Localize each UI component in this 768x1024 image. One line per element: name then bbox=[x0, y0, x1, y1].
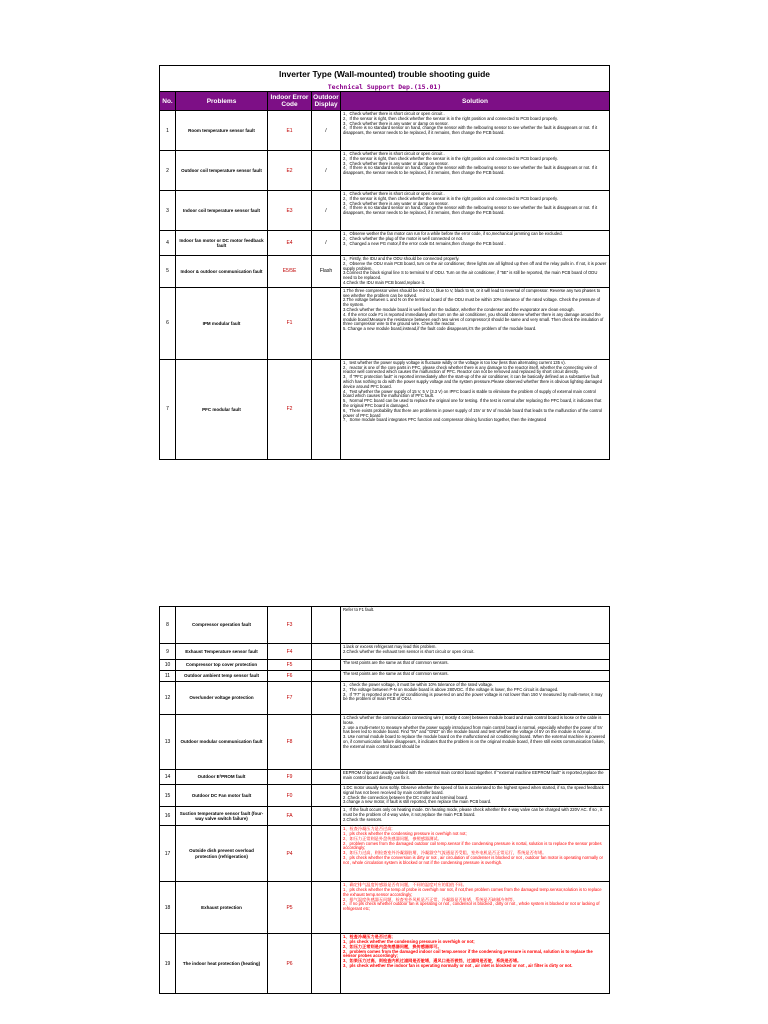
problem-name: Suction temperature sensor fault (four-way valve switch failure) bbox=[176, 807, 268, 826]
outdoor-display-value bbox=[312, 682, 341, 715]
solution-line: 1.The three compressor wires should be red to U, blue to V, black to W, or it will lead to reversal of compressor. Reverse any two phases to see whether the problem can be solved. bbox=[343, 287, 601, 298]
solution-line: 2、Observe the ODU main PCB board, turn on the air conditioner, three lights are all lighted up then off and the relay pulls in. If not, it is power supply problem. bbox=[343, 260, 607, 271]
outdoor-display-value bbox=[312, 359, 341, 459]
row-number: 17 bbox=[160, 826, 176, 882]
solution-cell bbox=[341, 671, 610, 682]
table-row bbox=[160, 770, 610, 785]
solution-line: 2、The voltage between P-N on module board is above 280VDC. If the voltage is lower, the PFC circuit is damaged. bbox=[343, 686, 559, 692]
solution-line: 7、Some module board integrates PFC function and compressor driving function together, then the integrated bbox=[343, 417, 547, 423]
problem-name: Outdoor ambient temp sensor fault bbox=[176, 671, 268, 682]
document-title: Inverter Type (Wall-mounted) trouble shooting guide bbox=[160, 66, 610, 83]
error-code: P4 bbox=[268, 826, 312, 882]
solution-line: 1、Check whether there is short circuit or open circuit . bbox=[343, 111, 445, 116]
solution-line: 1、If the fault occurs only on heating mode. On heating mode, please check whether the 4-way valve can be charged with 220V AC. If so , it must be the problem of 4-way valve, it not,replace the main PCB board. bbox=[343, 807, 603, 817]
solution-line: 3、Check whether there is any water or damp on sensor. bbox=[343, 120, 449, 126]
solution-line: 1、pls check whether the condensing pressure is overhigh not not; bbox=[343, 830, 467, 836]
table-row bbox=[160, 882, 610, 934]
solution-cell bbox=[341, 807, 610, 826]
table-row bbox=[160, 644, 610, 660]
solution-line: 2、排气温度传感器无问题，检查室外风机是否正常，冷凝器是否脏堵，系统是否缺制冷剂等。 bbox=[343, 896, 518, 902]
solution-cell bbox=[341, 882, 610, 934]
error-code: P6 bbox=[268, 934, 312, 994]
outdoor-display-value: / bbox=[312, 191, 341, 231]
solution-line: 3、Check whether there is any water or damp on sensor. bbox=[343, 160, 449, 166]
solution-line: 2.Check the sensors. bbox=[343, 816, 383, 822]
outdoor-display-value bbox=[312, 671, 341, 682]
error-code: E5/5E bbox=[268, 256, 312, 288]
error-code: F1 bbox=[268, 287, 312, 359]
solution-line: 4. If the error code F1 is reported immediately after turn on the air conditioner, you should observe whether there is any damage around the module board;Measure the resistance between each two wires of compressor;it should be same and very small. Then check the insulation of three compressor wire to the ground wire. Check the reactor. bbox=[343, 311, 604, 327]
error-code: F2 bbox=[268, 359, 312, 459]
solution-cell bbox=[341, 231, 610, 256]
problem-name: Outdoor E²PROM fault bbox=[176, 770, 268, 785]
solution-cell bbox=[341, 785, 610, 807]
solution-cell bbox=[341, 359, 610, 459]
solution-cell bbox=[341, 607, 610, 644]
table-row bbox=[160, 682, 610, 715]
solution-line: 2、reactor is one of the core parts in PFC, please check whether there is any damage to the reactor itself, whether the connecting wire of reactor well connected which causes the malfunction of PFC. Reactor can not be removed and replaced by short circuit directly. bbox=[343, 364, 597, 375]
header-solution: Solution bbox=[341, 92, 610, 111]
solution-line: 1、Check whether there is short circuit or open circuit . bbox=[343, 191, 445, 196]
row-number: 10 bbox=[160, 660, 176, 671]
solution-line: 3、Changed a new PG motor,if the error code E4 remains,then change the PCB board . bbox=[343, 240, 506, 246]
solution-line: 2、if no pls check whether outdoor fan is operating or not , condensor is blocked , dirty or not , whole system is blocked or not or lacking of refrigerant etc; bbox=[343, 901, 600, 912]
error-code: F9 bbox=[268, 770, 312, 785]
row-number: 9 bbox=[160, 644, 176, 660]
solution-line: 2.The voltage between L and N on the terminal board of the ODU must be within 10% tolerance of the rated voltage. Check the pressure of the system. bbox=[343, 297, 601, 308]
solution-line: 3、pls check whether the conversion is dirty or not , air circulation of condenser is blocked or not , outdoor fan motor is operating normally or not , whole circulation system is blocked or not if the condensing pressure is overhigh. bbox=[343, 854, 603, 865]
row-number: 8 bbox=[160, 607, 176, 644]
problem-name: Indoor fan motor or DC motor feedback fault bbox=[176, 231, 268, 256]
problem-name: Room temperature sensor fault bbox=[176, 111, 268, 151]
solution-line: 3、pls check whether the indoor fan is operating normally or not , air inlet is blocked or not , air filter is dirty or not. bbox=[343, 962, 573, 968]
table-row bbox=[160, 934, 610, 994]
problem-name: Exhaust Temperature sensor fault bbox=[176, 644, 268, 660]
outdoor-display-value: Flash bbox=[312, 256, 341, 288]
solution-line: 1、Check whether there is short circuit or open circuit . bbox=[343, 151, 445, 156]
row-number: 2 bbox=[160, 151, 176, 191]
outdoor-display-value bbox=[312, 826, 341, 882]
problem-name: The indoor heat protection (heating) bbox=[176, 934, 268, 994]
problem-name: Compressor operation fault bbox=[176, 607, 268, 644]
solution-cell bbox=[341, 151, 610, 191]
outdoor-display-value: / bbox=[312, 151, 341, 191]
row-number: 5 bbox=[160, 256, 176, 288]
document-subtitle: Technical Support Dep.(15.01) bbox=[160, 82, 610, 92]
row-number: 12 bbox=[160, 682, 176, 715]
header-indoor-error-code: Indoor Error Code bbox=[268, 92, 312, 111]
solution-line: 5、Normal PFC board can be used to replace the original one for testing. If the test is normal after replacing the PFC board, it indicates that the original PFC board is damaged. bbox=[343, 398, 602, 408]
outdoor-display-value bbox=[312, 715, 341, 770]
row-number: 1 bbox=[160, 111, 176, 151]
solution-cell bbox=[341, 287, 610, 359]
problem-name: PFC modular fault bbox=[176, 359, 268, 459]
outdoor-display-value bbox=[312, 287, 341, 359]
solution-line: 4、If there is no standard sensor on hand, change the sensor with the nelbouring sensor to see whether the fault is disappears or not. If it disappears, the sensor needs to be replaced, if it remains, then change the PCB board. bbox=[343, 205, 598, 216]
table-row bbox=[160, 359, 610, 459]
row-number: 13 bbox=[160, 715, 176, 770]
solution-line: The test points are the same as that of common sensors. bbox=[343, 660, 449, 665]
solution-line: 3、If "F7" is reported once the air conditioning is powered on and the power voltage is not lower than 150 V measured by multi-meter, it may be the problem of main PCB of ODU. bbox=[343, 691, 603, 702]
solution-line: 3、If "PFC protection fault" is reported immediately after the start-up of the air conditioner, it can be basically defined as a substantive fault which has nothing to do with the power supply voltage and the system pressure.Please observed whether there is obvious lighting damaged device around PFC board. bbox=[343, 374, 603, 389]
table-body-page-1 bbox=[160, 66, 610, 460]
solution-line: The test points are the same as that of common sensors. bbox=[343, 671, 449, 676]
problem-name: Outdoor DC Fan motor fault bbox=[176, 785, 268, 807]
solution-line: 1、确定排气温度传感器是否有问题，不同的温度对应的阻值不同。 bbox=[343, 882, 467, 888]
row-number: 4 bbox=[160, 231, 176, 256]
row-number: 19 bbox=[160, 934, 176, 994]
error-code: E4 bbox=[268, 231, 312, 256]
solution-line: 4.Check the IDU main PCB board,replace it. bbox=[343, 279, 425, 285]
outdoor-display-value bbox=[312, 660, 341, 671]
solution-line: 4、If there is no standard sensor on hand, change the sensor with the nelbouring sensor to see whether the fault is disappears or not. If it disappears, the sensor needs to be replaced, if it remains, then change the PCB board. bbox=[343, 125, 598, 136]
solution-line: 2、problem comes from the damaged indoor coil temp.sensor if the condensing pressure is normal, solution is to replace the sensor probes accordingly; bbox=[343, 948, 593, 959]
solution-line: 4、If there is no standard sensor on hand, change the sensor with the nelbouring sensor to see whether the fault is disappears or not. If it disappears, the sensor needs to be replaced, if it remains, then change the PCB board. bbox=[343, 165, 598, 176]
solution-line: 2、Check whether the plug of the motor is well connected or not. bbox=[343, 235, 464, 241]
solution-cell bbox=[341, 770, 610, 785]
table-row bbox=[160, 151, 610, 191]
table-row bbox=[160, 287, 610, 359]
outdoor-display-value bbox=[312, 882, 341, 934]
error-code: F6 bbox=[268, 671, 312, 682]
solution-line: 1、check the power voltage, it must be within 10% tolerance of the rated voltage. bbox=[343, 682, 494, 687]
error-code: E2 bbox=[268, 151, 312, 191]
solution-line: 3、Check whether there is any water or damp on sensor. bbox=[343, 200, 449, 206]
solution-cell bbox=[341, 191, 610, 231]
solution-cell bbox=[341, 715, 610, 770]
subtitle-row bbox=[160, 82, 610, 92]
table-row bbox=[160, 191, 610, 231]
header-problems: Problems bbox=[176, 92, 268, 111]
solution-line: 2、如压力正常则是内盘传感器问题，换传感器即可。 bbox=[343, 943, 442, 949]
outdoor-display-value bbox=[312, 607, 341, 644]
solution-line: 6、There exists probability that there are problems in power supply of 15V or 5V of module board that leads to the malfunction of the control power of PFC board bbox=[343, 407, 603, 418]
table-body-page-2 bbox=[160, 607, 610, 994]
solution-cell bbox=[341, 826, 610, 882]
outdoor-display-value bbox=[312, 785, 341, 807]
row-number: 14 bbox=[160, 770, 176, 785]
outdoor-display-value bbox=[312, 770, 341, 785]
problem-name: Outdoor coil temperature sensor fault bbox=[176, 151, 268, 191]
problem-name: Indoor coil temperature sensor fault bbox=[176, 191, 268, 231]
problem-name: Exhaust protection bbox=[176, 882, 268, 934]
header-no: No. bbox=[160, 92, 176, 111]
error-code: E1 bbox=[268, 111, 312, 151]
troubleshooting-table-page-1 bbox=[159, 65, 610, 460]
error-code: FA bbox=[268, 807, 312, 826]
solution-cell bbox=[341, 644, 610, 660]
row-number: 16 bbox=[160, 807, 176, 826]
solution-cell bbox=[341, 934, 610, 994]
solution-line: 3.Connect the black signal line S to terminal N of ODU. Turn on the air conditioner, if "5E" is still be reported, the main PCB board of ODU need to be replaced. bbox=[343, 270, 598, 281]
row-number: 6 bbox=[160, 287, 176, 359]
solution-line: 3、如压力过高，则检查室外冷凝器脏堵，冷凝器空气流通是否受阻，室外电机是否正常运行，系统是否有堵。 bbox=[343, 850, 547, 856]
title-row bbox=[160, 66, 610, 83]
error-code: F7 bbox=[268, 682, 312, 715]
table-row bbox=[160, 231, 610, 256]
table-row bbox=[160, 660, 610, 671]
solution-line: 1、pls check whether the temp.of probe is overhigh nor not, if not,then problem comes from the damaged temp.sensor,solution is to replace the exhaust temp.sensor accordingly; bbox=[343, 886, 602, 897]
solution-line: 1、Firstly, the IDU and the ODU should be connected properly. bbox=[343, 256, 460, 261]
row-number: 18 bbox=[160, 882, 176, 934]
table-row bbox=[160, 715, 610, 770]
solution-line: 2.Check whether the exhaust tem sensor is short circuit or open circuit. bbox=[343, 648, 475, 654]
solution-line: 3、如果压力过高，则检查内机过滤网是否脏堵，通风口是否被挡，过滤网是否脏，系统是否堵。 bbox=[343, 958, 522, 964]
solution-cell bbox=[341, 111, 610, 151]
solution-cell bbox=[341, 660, 610, 671]
header-outdoor-display: Outdoor Display bbox=[312, 92, 341, 111]
solution-line: 1、Observe wether the fan motor can run for a while before the error code, if so,mechanical jamming can be excluded. bbox=[343, 231, 563, 236]
problem-name: Indoor & outdoor communication fault bbox=[176, 256, 268, 288]
row-number: 3 bbox=[160, 191, 176, 231]
solution-line: 2、problem comes from the damaged outdoor coil temp.sensor if the condensing pressure is nortal, solution is to replace the sensor probes accordingly; bbox=[343, 840, 602, 851]
problem-name: Compressor top cover protection bbox=[176, 660, 268, 671]
solution-line: 2、If the sensor is right, then check whether the sensor is in the right position and connected to PCB board properly. bbox=[343, 115, 558, 121]
table-row bbox=[160, 607, 610, 644]
solution-line: 5. Change a new module board,instead,if the fault code disappears,it's the problem of the module board. bbox=[343, 326, 537, 332]
outdoor-display-value bbox=[312, 934, 341, 994]
outdoor-display-value bbox=[312, 644, 341, 660]
header-row bbox=[160, 92, 610, 111]
solution-cell bbox=[341, 256, 610, 288]
troubleshooting-table-page-2 bbox=[159, 606, 610, 994]
solution-line: EEPROM chips are usually welded with the external main control board together. If "external machine EEPROM fault" is reported,replace the main control board directly can fix it. bbox=[343, 770, 604, 780]
table-row bbox=[160, 807, 610, 826]
solution-line: 3. Use normal module board to replace the module board on the malfunctioned air conditioning board. When the external machine is powered on, if communication failure disappears, it indicates that the problem is on the original module board, if there still exists communication failure, the external main control board should be bbox=[343, 734, 606, 749]
problem-name: Outside dish prevent overload protection (refrigeration) bbox=[176, 826, 268, 882]
error-code: F8 bbox=[268, 715, 312, 770]
error-code: P5 bbox=[268, 882, 312, 934]
error-code: F4 bbox=[268, 644, 312, 660]
problem-name: Outdoor modular communication fault bbox=[176, 715, 268, 770]
problem-name: IPM modular fault bbox=[176, 287, 268, 359]
solution-line: 1、检查冷凝压力是否过高; bbox=[343, 934, 393, 940]
solution-line: 2 .Check the connection between the DC motor and terminal board. bbox=[343, 794, 469, 800]
table-row bbox=[160, 826, 610, 882]
outdoor-display-value bbox=[312, 807, 341, 826]
solution-line: 1、检查冷凝压力是否过高; bbox=[343, 826, 393, 832]
row-number: 11 bbox=[160, 671, 176, 682]
solution-line: Refer to F1 fault. bbox=[343, 607, 375, 612]
row-number: 7 bbox=[160, 359, 176, 459]
solution-line: 2、If the sensor is right, then check whether the sensor is in the right position and connected to PCB board properly. bbox=[343, 195, 558, 201]
error-code: F0 bbox=[268, 785, 312, 807]
solution-line: 2、If the sensor is right, then check whether the sensor is in the right position and connected to PCB board properly. bbox=[343, 155, 558, 161]
error-code: E3 bbox=[268, 191, 312, 231]
solution-line: 1.DC motor usually runs softly. Observe whether the speed of fan is accelerated to the highest speed when started, if so, the speed feedback signal has not been received by main controller board. bbox=[343, 785, 604, 795]
solution-line: 1.lack or excess refrigerant may lead this problem. bbox=[343, 644, 437, 649]
solution-line: 2. use a multi-meter to measure whether the power supply introduced from main control board is normal, especially whether the power of 5V has been led to module board. Find "5V" and "GND" on the module board and test whether the voltage of 5V on the module is normal . bbox=[343, 724, 603, 735]
row-number: 15 bbox=[160, 785, 176, 807]
solution-line: 4、Test whether the power supply of 15 V, 5 V (3.3 V) on IPFC board is stable to eliminate the problem of supply of external main control board which causes the malfunction of PFC fault. bbox=[343, 388, 596, 399]
solution-line: 3.Check whether the module board is well fixed on the radiator, whether the condenser and the evaporator are clean enough. bbox=[343, 306, 575, 312]
solution-line: 1、pls check whether the condensing pressure is overhigh or not; bbox=[343, 938, 475, 944]
problem-name: Over/under voltage protection bbox=[176, 682, 268, 715]
solution-line: 3.change a new motor, if fault is still reported, then replace the main PCB board. bbox=[343, 799, 492, 805]
table-row bbox=[160, 256, 610, 288]
solution-line: 2、如压力正常则是外盘传感器问题，参照感器测试。 bbox=[343, 835, 442, 841]
outdoor-display-value: / bbox=[312, 231, 341, 256]
solution-line: 1、test whether the power supply voltage is fluctuate wildly or the voltage is too low (less than alternating current 135 v). bbox=[343, 359, 566, 365]
solution-cell bbox=[341, 682, 610, 715]
error-code: F5 bbox=[268, 660, 312, 671]
outdoor-display-value: / bbox=[312, 111, 341, 151]
table-row bbox=[160, 671, 610, 682]
table-row bbox=[160, 785, 610, 807]
solution-line: 1.Check whether the communication connecting wire ( mostly 4 core) between module board and main control board is loose or the cable is loose. bbox=[343, 715, 602, 725]
table-row bbox=[160, 111, 610, 151]
error-code: F3 bbox=[268, 607, 312, 644]
